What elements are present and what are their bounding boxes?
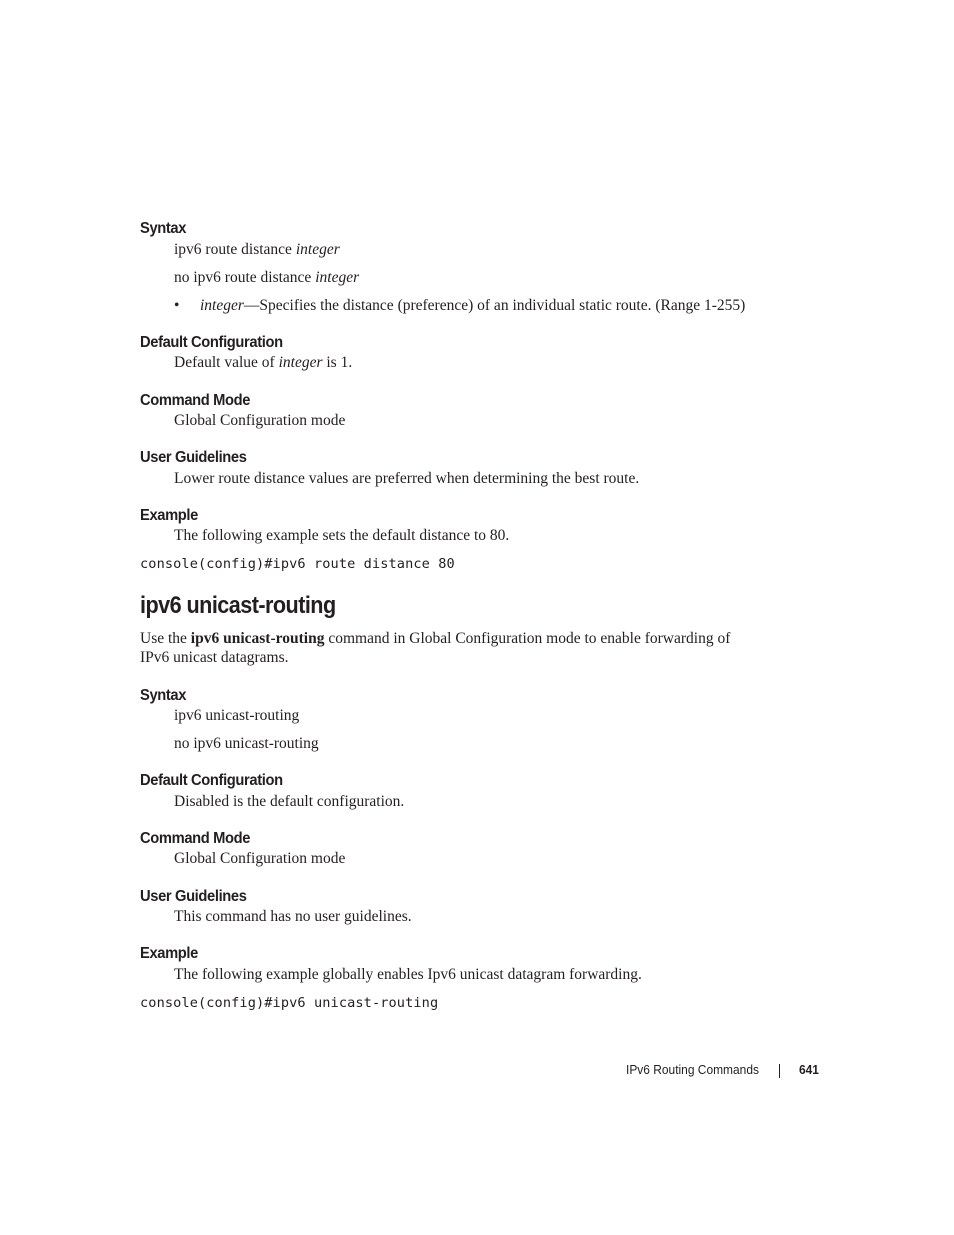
syntax-heading: Syntax (140, 687, 187, 704)
intro-command: ipv6 unicast-routing (190, 630, 325, 647)
parameter-description (200, 297, 745, 315)
example-code: console(config)#ipv6 unicast-routing (140, 995, 439, 1011)
command-title: ipv6 unicast-routing (140, 592, 336, 619)
default-config-text (174, 354, 352, 372)
parameter-name: integer (200, 297, 244, 314)
syntax-line-1 (174, 241, 340, 259)
syntax-line-1: ipv6 unicast-routing (174, 707, 300, 724)
example-heading: Example (140, 507, 198, 524)
example-text: The following example sets the default distance to 80. (174, 527, 510, 544)
command-mode-text: Global Configuration mode (174, 850, 346, 867)
user-guidelines-heading: User Guidelines (140, 888, 247, 905)
command-mode-heading: Command Mode (140, 392, 251, 409)
example-heading: Example (140, 945, 198, 962)
syntax-argument: integer (315, 269, 360, 286)
syntax-command: no ipv6 route distance (174, 269, 312, 286)
default-text-argument: integer (278, 354, 323, 371)
intro-prefix: Use the (140, 630, 187, 647)
syntax-argument: integer (295, 241, 340, 258)
syntax-line-2 (174, 269, 359, 287)
command-mode-text: Global Configuration mode (174, 412, 346, 429)
command-mode-heading: Command Mode (140, 830, 251, 847)
footer-separator (779, 1064, 780, 1078)
syntax-line-2: no ipv6 unicast-routing (174, 735, 319, 752)
intro-suffix: command in Global Configuration mode to enable forwarding of (328, 630, 731, 647)
default-config-heading: Default Configuration (140, 772, 283, 789)
default-text-prefix: Default value of (174, 354, 275, 371)
user-guidelines-text: Lower route distance values are preferred when determining the best route. (174, 470, 640, 487)
parameter-text: —Specifies the distance (preference) of an individual static route. (Range 1-255) (243, 297, 746, 314)
user-guidelines-text: This command has no user guidelines. (174, 908, 412, 925)
bullet-marker: • (174, 297, 180, 314)
footer-chapter-title: IPv6 Routing Commands (626, 1062, 759, 1077)
example-code: console(config)#ipv6 route distance 80 (140, 556, 455, 572)
example-text: The following example globally enables Ipv6 unicast datagram forwarding. (174, 966, 642, 983)
syntax-command: ipv6 route distance (174, 241, 292, 258)
footer-page-number: 641 (799, 1062, 819, 1077)
default-config-heading: Default Configuration (140, 334, 283, 351)
user-guidelines-heading: User Guidelines (140, 449, 247, 466)
intro-line-1 (140, 630, 730, 648)
default-text-suffix: is 1. (326, 354, 353, 371)
syntax-heading: Syntax (140, 220, 187, 237)
default-config-text: Disabled is the default configuration. (174, 793, 405, 810)
intro-line-2: IPv6 unicast datagrams. (140, 649, 289, 666)
